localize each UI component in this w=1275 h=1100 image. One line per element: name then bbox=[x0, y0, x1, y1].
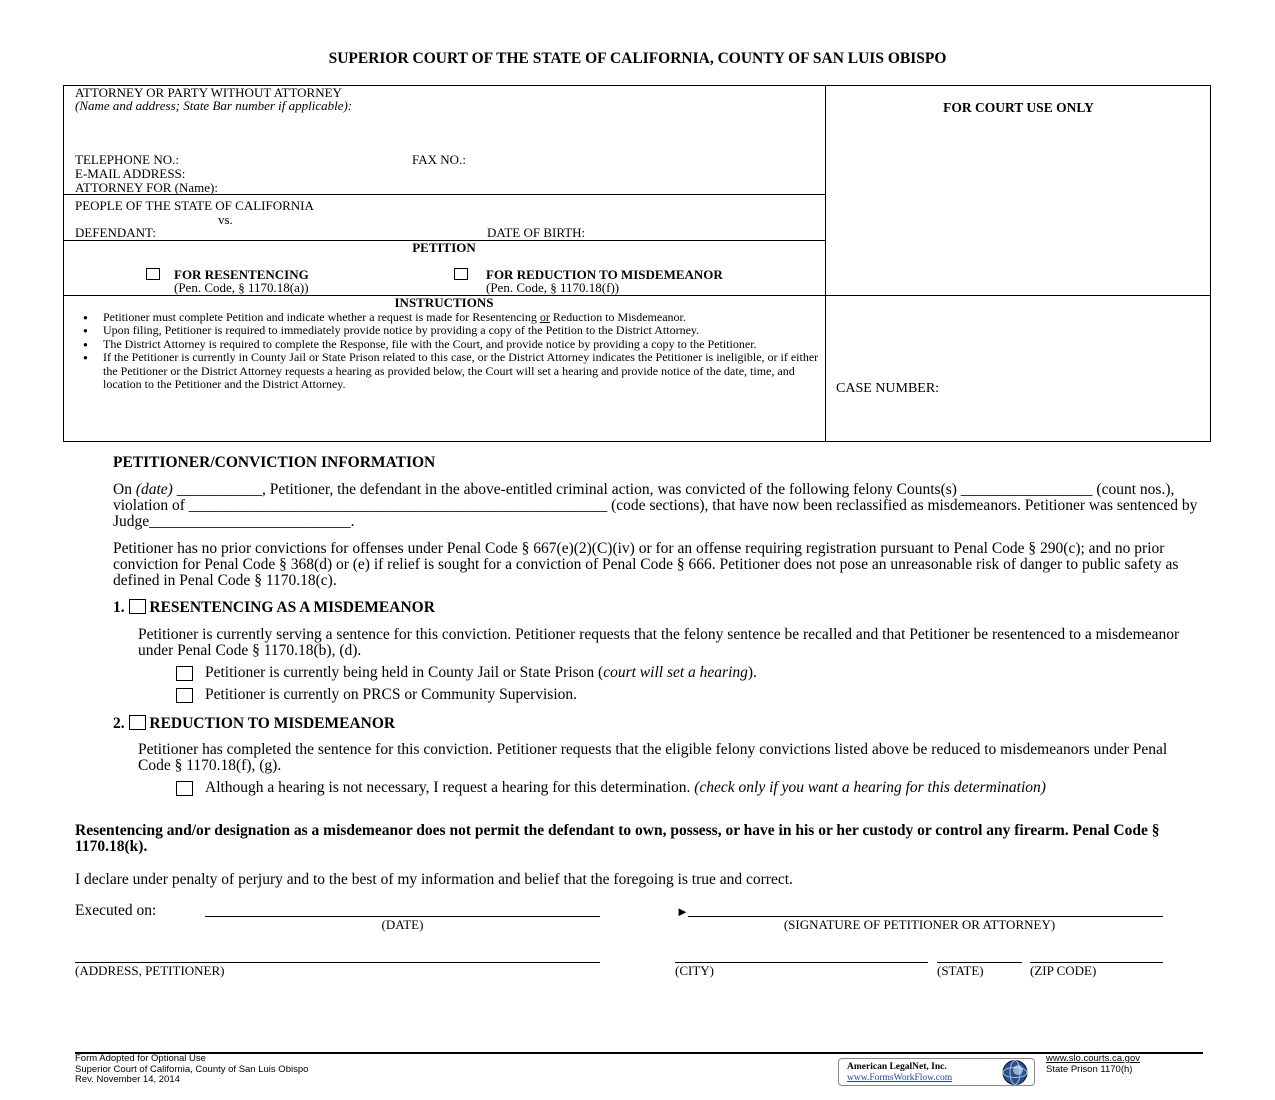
section2-text: Petitioner has completed the sentence for this conviction. Petitioner requests that the eligible felony convictions listed above be reduced to misdemeanors under Penal Code § 1170.18(f), (g). bbox=[138, 741, 1168, 774]
instruction-item: ● Petitioner must complete Petition and indicate whether a request is made for Resentencing or Reduction to Misdemeanor. bbox=[75, 311, 820, 324]
firearm-notice: Resentencing and/or designation as a misdemeanor does not permit the defendant to own, possess, or have in his or her custody or control any firearm. Penal Code § 1170.18(k). bbox=[75, 822, 1160, 855]
footer-right bbox=[1046, 1054, 1140, 1075]
signature-label: (SIGNATURE OF PETITIONER OR ATTORNEY) bbox=[783, 917, 1056, 932]
reduction-checkbox[interactable] bbox=[454, 268, 468, 280]
address-label: (ADDRESS, PETITIONER) bbox=[75, 963, 225, 978]
vendor-badge bbox=[838, 1058, 1035, 1086]
section1-text: Petitioner is currently serving a sentence for this conviction. Petitioner requests that the felony sentence be recalled and that Petitioner be resentenced to a misdemeanor under Penal Code § 1170.18(b), (d). bbox=[138, 626, 1180, 659]
people-label: PEOPLE OF THE STATE OF CALIFORNIA bbox=[75, 198, 314, 213]
vendor-name: American LegalNet, Inc. bbox=[847, 1062, 947, 1072]
section2-heading: 2. REDUCTION TO MISDEMEANOR bbox=[113, 715, 396, 732]
jail-option: Petitioner is currently being held in County Jail or State Prison (court will set a hearing). bbox=[205, 664, 757, 681]
vendor-link[interactable]: www.FormsWorkFlow.com bbox=[847, 1073, 953, 1083]
vs-label: vs. bbox=[218, 212, 233, 227]
state-label: (STATE) bbox=[937, 963, 984, 978]
case-number-label: CASE NUMBER: bbox=[836, 381, 940, 396]
prcs-checkbox[interactable] bbox=[176, 688, 193, 703]
attorney-heading: ATTORNEY OR PARTY WITHOUT ATTORNEY bbox=[75, 85, 342, 100]
instructions-list bbox=[75, 311, 820, 391]
instructions-title: INSTRUCTIONS bbox=[394, 295, 494, 310]
executed-on-label: Executed on: bbox=[75, 902, 157, 919]
conviction-paragraph: On (date) ___________, Petitioner, the defendant in the above-entitled criminal action, was convicted of the following felony Counts(s) _________________ (count nos.), violation of ______________________________________________________ (code sections), that have now been reclassified as misdemeanors. Petitioner was sentenced by Judge__________________________. bbox=[113, 481, 1198, 530]
eligibility-paragraph: Petitioner has no prior convictions for offenses under Penal Code § 667(e)(2)(C)(iv) or for an offense requiring registration pursuant to Penal Code § 290(c); and no prior conviction for Penal Code § 368(d) or (e) if relief is sought for a conviction of Penal Code § 666. Petitioner does not pose an unreasonable risk of danger to public safety as defined in Penal Code § 1170.18(c). bbox=[113, 540, 1179, 589]
date-label: (DATE) bbox=[381, 917, 424, 932]
court-use-label: FOR COURT USE ONLY bbox=[943, 100, 1094, 115]
attorney-for-label: ATTORNEY FOR (Name): bbox=[75, 180, 218, 195]
globe-icon bbox=[996, 1059, 1034, 1086]
reduction-code: (Pen. Code, § 1170.18(f)) bbox=[486, 280, 620, 295]
footer-left: Form Adopted for Optional Use Superior Court of California, County of San Luis Obispo Rev. November 14, 2014 bbox=[75, 1053, 309, 1085]
signature-arrow-icon: ► bbox=[676, 904, 689, 919]
declaration: I declare under penalty of perjury and to the best of my information and belief that the foregoing is true and correct. bbox=[75, 871, 793, 888]
form-id: State Prison 1170(h) bbox=[1046, 1063, 1133, 1075]
zip-label: (ZIP CODE) bbox=[1030, 963, 1097, 978]
resentencing-checkbox[interactable] bbox=[146, 268, 160, 280]
instruction-item: ● The District Attorney is required to complete the Response, file with the Court, and provide notice by providing a copy to the Petitioner. bbox=[75, 338, 820, 351]
court-title: SUPERIOR COURT OF THE STATE OF CALIFORNIA, COUNTY OF SAN LUIS OBISPO bbox=[328, 50, 947, 67]
resentencing-code: (Pen. Code, § 1170.18(a)) bbox=[174, 280, 309, 295]
section1-heading: 1. RESENTENCING AS A MISDEMEANOR bbox=[113, 599, 435, 616]
prcs-option: Petitioner is currently on PRCS or Community Supervision. bbox=[205, 686, 577, 703]
petition-title: PETITION bbox=[412, 240, 476, 255]
resentencing-option-label: FOR RESENTENCING bbox=[174, 267, 309, 282]
attorney-subheading: (Name and address; State Bar number if applicable): bbox=[75, 98, 353, 113]
section1-checkbox[interactable] bbox=[129, 599, 146, 614]
reduction-option-label: FOR REDUCTION TO MISDEMEANOR bbox=[486, 267, 723, 282]
hearing-option: Although a hearing is not necessary, I request a hearing for this determination. (check only if you want a hearing for this determination) bbox=[205, 779, 1046, 796]
email-label: E-MAIL ADDRESS: bbox=[75, 166, 186, 181]
instruction-item: ● If the Petitioner is currently in County Jail or State Prison related to this case, or the District Attorney indicates the Petitioner is ineligible, or if either the Petitioner or the District Attorney requests a hearing as provided below, the Court will set a hearing and provide notice of the date, time, and location to the Petitioner and the District Attorney. bbox=[75, 351, 820, 391]
city-label: (CITY) bbox=[675, 963, 714, 978]
defendant-label: DEFENDANT: bbox=[75, 225, 156, 240]
section2-checkbox[interactable] bbox=[129, 715, 146, 730]
dob-label: DATE OF BIRTH: bbox=[487, 225, 586, 240]
telephone-label: TELEPHONE NO.: bbox=[75, 152, 179, 167]
fax-label: FAX NO.: bbox=[412, 152, 466, 167]
jail-checkbox[interactable] bbox=[176, 666, 193, 681]
court-site-link[interactable]: www.slo.courts.ca.gov bbox=[1046, 1053, 1140, 1064]
instruction-item: ● Upon filing, Petitioner is required to immediately provide notice by providing a copy of the Petition to the District Attorney. bbox=[75, 324, 820, 337]
conviction-heading: PETITIONER/CONVICTION INFORMATION bbox=[113, 454, 436, 471]
